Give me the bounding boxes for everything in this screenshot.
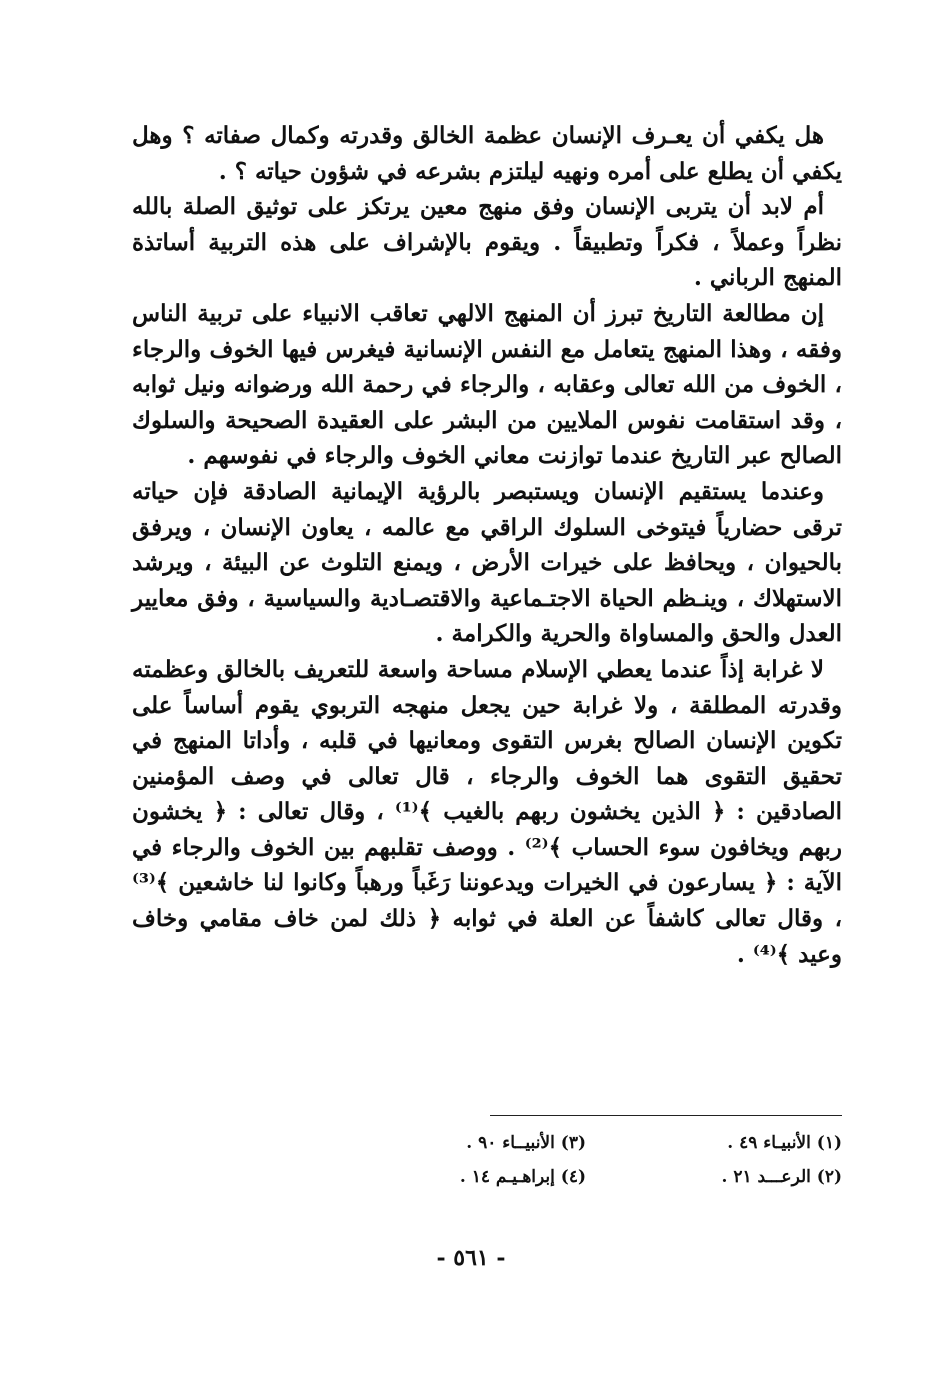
paragraph-2: أم لابد أن يتربى الإنسان وفق منهج معين يرتكز على توثيق الصلة بالله نظراً وعملاً ، فكراً وتطبيقاً . ويقوم بالإشراف على هذه التربية أساتذة المنهج الرباني . — [132, 193, 842, 292]
footnote-1: (١) الأنبيـاء ٤٩ . — [727, 1133, 842, 1153]
footnote-row — [330, 1126, 842, 1160]
footnote-divider — [490, 1115, 842, 1116]
footnotes — [330, 1126, 842, 1194]
paragraph-1: هل يكفي أن يعـرف الإنسان عظمة الخالق وقدرته وكمال صفاته ؟ وهل يكفي أن يطلع على أمره ونهيه ليلتزم بشرعه في شؤون حياته ؟ . — [132, 122, 842, 185]
page-number: - ٥٦١ - — [436, 1245, 506, 1271]
paragraph-5: لا غرابة إذاً عندما يعطي الإسلام مساحة واسعة للتعريف بالخالق وعظمته وقدرته المطلقة ، ولا غرابة حين يجعل منهجه التربوي يقوم أساساً على تكوين الإنسان الصالح بغرس التقوى ومعانيها في قلبه ، وأداتا المنهج في تحقيق التقوى هما الخوف والرجاء ، قال تعالى في وصف المؤمنين الصادقين : ﴿ الذين يخشون ربهم بالغيب ﴾⁽¹⁾ ، وقال تعالى : ﴿ يخشون ربهم ويخافون سوء الحساب ﴾⁽²⁾ . ووصف تقلبهم بين الخوف والرجاء في الآية : ﴿ يسارعون في الخيرات ويدعوننا رَغَباً ورهباً وكانوا لنا خاشعين ﴾⁽³⁾ ، وقال تعالى كاشفاً عن العلة في ثوابه ﴿ ذلك لمن خاف مقامي وخاف وعيد ﴾⁽⁴⁾ . — [132, 655, 843, 968]
main-text — [132, 118, 842, 972]
paragraph-4: وعندما يستقيم الإنسان ويستبصر بالرؤية الإيمانية الصادقة فإن حياته ترقى حضارياً فيتوخى السلوك الراقي مع عالمه ، يعاون الإنسان ، ويرفق بالحيوان ، ويحافظ على خيرات الأرض ، ويمنع التلوث عن البيئة ، ويرشد الاستهلاك ، وينـظم الحياة الاجتـماعية والاقتصـادية والسياسية ، وفق معايير العدل والحق والمساواة والحرية والكرامة . — [132, 477, 842, 648]
footnote-row — [330, 1160, 842, 1194]
footnote-2: (٢) الرعـــد ٢١ . — [721, 1167, 842, 1187]
footnote-3: (٣) الأنبيــاء ٩٠ . — [466, 1133, 586, 1153]
footnote-4: (٤) إبراهـيـم ١٤ . — [459, 1167, 586, 1187]
paragraph-3: إن مطالعة التاريخ تبرز أن المنهج الالهي تعاقب الانبياء على تربية الناس وفقه ، وهذا المنهج يتعامل مع النفس الإنسانية فيغرس فيها الخوف والرجاء ، الخوف من الله تعالى وعقابه ، والرجاء في رحمة الله ورضوانه ونيل ثوابه ، وقد استقامت نفوس الملايين من البشر على العقيدة الصحيحة والسلوك الصالح عبر التاريخ عندما توازنت معاني الخوف والرجاء في نفوسهم . — [132, 299, 842, 470]
